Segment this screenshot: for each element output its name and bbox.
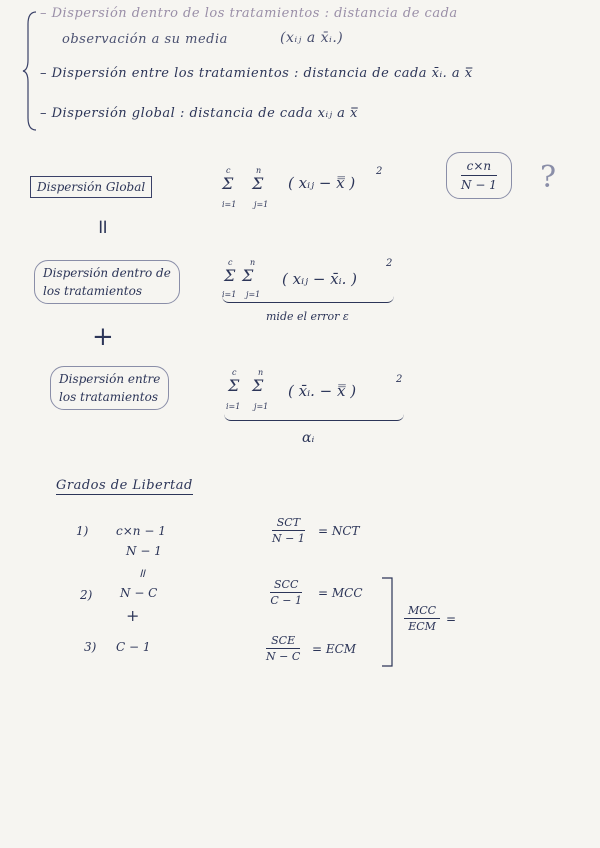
between-lower-i: i=1 xyxy=(226,402,241,411)
plus-sign: + xyxy=(92,322,114,352)
global-dispersion-box: Dispersión Global xyxy=(30,176,152,198)
within-box-line1: Dispersión dentro de xyxy=(43,266,171,280)
fraction-scc xyxy=(270,578,302,607)
def-within-expr: (xᵢⱼ a x̄ᵢ.) xyxy=(280,30,344,46)
between-upper-c: c xyxy=(232,368,237,377)
between-box-line2: los tratamientos xyxy=(59,390,158,404)
sum-lower-j: j=1 xyxy=(254,200,269,209)
global-power: 2 xyxy=(376,166,383,177)
within-sigma-1: Σ xyxy=(224,266,236,285)
within-lower-j: j=1 xyxy=(246,290,261,299)
def-within-label: – Dispersión dentro de los tratamientos : distancia de cada xyxy=(40,6,458,21)
within-underbrace xyxy=(222,296,394,303)
side-frac-den: N − 1 xyxy=(461,178,497,192)
def-between-label: – Dispersión entre los tratamientos : distancia de cada x̄ᵢ. a x̿ xyxy=(40,66,473,81)
side-frac-num: c×n xyxy=(461,157,497,176)
dof-item1-b: N − 1 xyxy=(126,544,162,558)
within-dispersion-box xyxy=(34,260,180,304)
sigma-2: Σ xyxy=(252,174,264,193)
f2-eq: = MCC xyxy=(318,586,363,600)
question-mark: ? xyxy=(540,160,557,195)
f3-den: N − C xyxy=(266,650,301,663)
within-formula: ( xᵢⱼ − x̄ᵢ. ) xyxy=(282,270,358,288)
side-fraction-circle xyxy=(446,152,512,199)
dof-item2-a: N − C xyxy=(120,586,158,600)
sum-upper-c: c xyxy=(226,166,231,175)
dof-item1-sep: ॥ xyxy=(138,566,146,580)
within-box-line2: los tratamientos xyxy=(43,284,142,298)
between-power: 2 xyxy=(396,374,403,385)
sum-lower-i: i=1 xyxy=(222,200,237,209)
ratio-bracket xyxy=(380,576,400,668)
fraction-ratio xyxy=(404,604,440,633)
dof-item1-num: 1) xyxy=(76,524,89,538)
between-box-line1: Dispersión entre xyxy=(59,372,161,386)
global-formula: ( xᵢⱼ − x̿ ) xyxy=(288,174,356,192)
ratio-den: ECM xyxy=(408,620,436,633)
fraction-sct xyxy=(272,516,305,545)
sigma-1: Σ xyxy=(222,174,234,193)
dof-item3-num: 3) xyxy=(84,640,97,654)
between-note: αᵢ xyxy=(302,430,315,446)
within-power: 2 xyxy=(386,258,393,269)
between-lower-j: j=1 xyxy=(254,402,269,411)
f3-eq: = ECM xyxy=(312,642,357,656)
dof-title: Grados de Libertad xyxy=(56,478,193,493)
dof-item2-num: 2) xyxy=(80,588,93,602)
between-upper-n: n xyxy=(258,368,264,377)
equals-sign: ॥ xyxy=(96,214,108,238)
def-within-cont: observación a su media xyxy=(62,32,228,47)
f2-num: SCC xyxy=(270,578,302,593)
dof-item3-a: C − 1 xyxy=(116,640,151,654)
f1-num: SCT xyxy=(272,516,305,531)
f3-num: SCE xyxy=(266,634,300,649)
within-upper-c: c xyxy=(228,258,233,267)
f2-den: C − 1 xyxy=(270,594,302,607)
within-upper-n: n xyxy=(250,258,256,267)
sum-upper-n: n xyxy=(256,166,262,175)
ratio-eq: = xyxy=(446,612,457,626)
between-sigma-2: Σ xyxy=(252,376,264,395)
dof-item2-sep: + xyxy=(126,606,140,625)
f1-eq: = NCT xyxy=(318,524,360,538)
between-dispersion-box xyxy=(50,366,169,410)
fraction-sce xyxy=(266,634,300,663)
dof-item1-a: c×n − 1 xyxy=(116,524,166,538)
ratio-num: MCC xyxy=(404,604,440,619)
within-note: mide el error ε xyxy=(266,310,349,323)
between-formula: ( x̄ᵢ. − x̿ ) xyxy=(288,382,357,400)
def-global-label: – Dispersión global : distancia de cada xᵢⱼ a x̿ xyxy=(40,106,358,121)
between-underbrace xyxy=(224,414,404,421)
between-sigma-1: Σ xyxy=(228,376,240,395)
definitions-brace xyxy=(22,10,38,132)
within-lower-i: i=1 xyxy=(222,290,237,299)
f1-den: N − 1 xyxy=(272,532,305,545)
within-sigma-2: Σ xyxy=(242,266,254,285)
